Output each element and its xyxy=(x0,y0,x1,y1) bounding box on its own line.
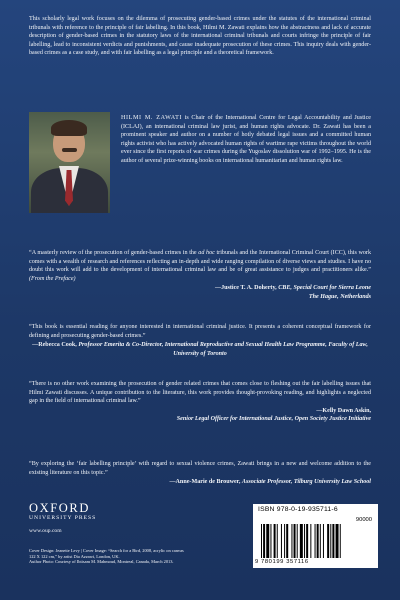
barcode-bar xyxy=(263,524,265,558)
credit-line: 122 X 122 cm,” by artist Dia Azzawi, London, UK. xyxy=(29,553,120,559)
barcode-bar xyxy=(297,524,298,558)
author-photo xyxy=(29,112,110,213)
endorsement-attribution xyxy=(29,341,371,358)
endorser-location: The Hague, Netherlands xyxy=(308,293,371,300)
barcode-bar xyxy=(284,524,285,558)
barcode-bar xyxy=(336,524,339,558)
endorsement-attribution xyxy=(29,478,371,487)
endorser-role: Professor Emerita & Co-Director, International Reproductive and Sexual Health Law Programme, Faculty of Law, University of Toronto xyxy=(78,342,368,357)
barcode-bar xyxy=(266,524,269,558)
quote-source: (From the Preface) xyxy=(29,275,76,282)
barcode-bar xyxy=(304,524,305,558)
barcode-bar xyxy=(286,524,288,558)
credit-line: Author Photo: Courtesy of Ibtisam M. Mahmoud, Montreal, Canada, March 2013. xyxy=(29,559,174,565)
barcode-bar xyxy=(294,524,296,558)
author-photo-hair xyxy=(51,120,87,136)
publisher-name: OXFORD xyxy=(29,501,90,515)
barcode-bar xyxy=(270,524,271,558)
barcode-bar xyxy=(323,524,324,558)
author-name: HILMI M. ZAWATI xyxy=(121,115,183,121)
barcode-bar xyxy=(274,524,276,558)
isbn-label: ISBN 978-0-19-935711-6 xyxy=(258,506,338,513)
quote-text: “This book is essential reading for anyone interested in international criminal justice. It presents a coherent conceptual framework for defining and prosecuting gender-based crimes.” xyxy=(29,324,371,339)
publisher-logo xyxy=(29,502,109,522)
barcode-bar xyxy=(320,524,321,558)
publisher-press: UNIVERSITY PRESS xyxy=(29,515,97,521)
barcode-bar xyxy=(330,524,331,558)
endorsement-doherty xyxy=(29,249,371,302)
author-bio xyxy=(121,114,371,165)
endorser-name: —Justice T. A. Doherty, xyxy=(214,285,279,292)
endorser-name: —Anne-Marie de Brouwer, xyxy=(169,479,242,486)
author-photo-mustache xyxy=(62,148,77,152)
barcode-bar xyxy=(332,524,334,558)
endorsement-attribution xyxy=(29,284,371,293)
barcode-bar xyxy=(261,524,262,558)
endorsement-de-brouwer xyxy=(29,460,371,487)
endorser-role: Senior Legal Officer for International Justice, Open Society Justice Initiative xyxy=(176,416,371,423)
quote-text: “By exploring the ‘fair labelling principle’ with regard to sexual violence crimes, Zawati brings in a new and welcome addition to the existing literature on this topic.” xyxy=(29,461,371,476)
cover-credits xyxy=(29,548,229,565)
publisher-website: www.oup.com xyxy=(29,528,62,534)
isbn-barcode-block xyxy=(253,504,378,568)
barcode-bar xyxy=(300,524,303,558)
barcode xyxy=(260,524,370,558)
author-bio-text: is Chair of the International Centre for Legal Accountability and Justice (ICLAJ), an international criminal law jurist, and human rights advocate. Dr. Zawati has been a prominent speaker and author on a number of hotly debated legal issues and a committed human rights activist who has actively advocated human rights of wartime rape victims throughout the world ever since the first reports of war crimes during the Yugoslav dissolution war of 1992–1995. He is the author of several prize-winning books on international humanitarian and human rights law. xyxy=(121,115,371,164)
barcode-digits: 9 780199 357116 xyxy=(255,559,309,565)
barcode-bar xyxy=(277,524,278,558)
quote-text: “A masterly review of the prosecution of gender-based crimes in the xyxy=(29,250,199,256)
endorsement-askin xyxy=(29,380,371,424)
barcode-bar xyxy=(327,524,329,558)
barcode-bar xyxy=(291,524,292,558)
credit-line: Cover Design: Jeanette Levy | Cover Image: “Search for a Bird, 2008, acrylic on canvas xyxy=(29,548,184,553)
endorser-role: CBE, Special Court for Sierra Leone xyxy=(278,285,371,292)
quote-text-italic: ad hoc xyxy=(198,250,215,256)
barcode-bar xyxy=(281,524,282,558)
barcode-bar xyxy=(340,524,341,558)
quote-text: “There is no other work examining the prosecution of gender related crimes that comes close to fleshing out the fair labelling issues that Hilmi Zawati discusses. A unique contribution to the literature, this work provides thought-provoking reading, and highlights a neglected gap in the field of international criminal law.” xyxy=(29,381,371,405)
barcode-bar xyxy=(315,524,316,558)
barcode-bar xyxy=(317,524,319,558)
quote-text: tribunals and the International Criminal Court (ICC), this work comes with a wealth of research and references reflecting an in-depth and wide ranging compilation of diverse views and studies. I have no doubt this work will add to the development of international criminal law and be of great assistance to judges and practitioners alike.” xyxy=(29,250,372,274)
book-description: This scholarly legal work focuses on the dilemma of prosecuting gender-based crimes under the statutes of the international criminal tribunals with reference to the principle of fair labelling. In this book, Hilmi M. Zawati explains how the abstractness and lack of accurate description of gender-based crimes in the statutory laws of the international criminal tribunals and courts infringe the principle of fair labelling, lead to inconsistent verdicts and punishments, and cause inadequate prosecution of these crimes. This inquiry deals with gender-based crimes as a case study, and with fair labelling as a legal principle and a theoretical framework. xyxy=(29,16,371,57)
endorser-name: —Kelly Dawn Askin, xyxy=(316,407,371,414)
price-code: 90000 xyxy=(355,517,372,523)
endorser-role: Associate Professor, Tilburg University Law School xyxy=(241,479,371,486)
barcode-bar xyxy=(306,524,308,558)
endorser-name: —Rebecca Cook, xyxy=(32,342,79,349)
barcode-bar xyxy=(310,524,311,558)
endorsement-cook xyxy=(29,323,371,358)
